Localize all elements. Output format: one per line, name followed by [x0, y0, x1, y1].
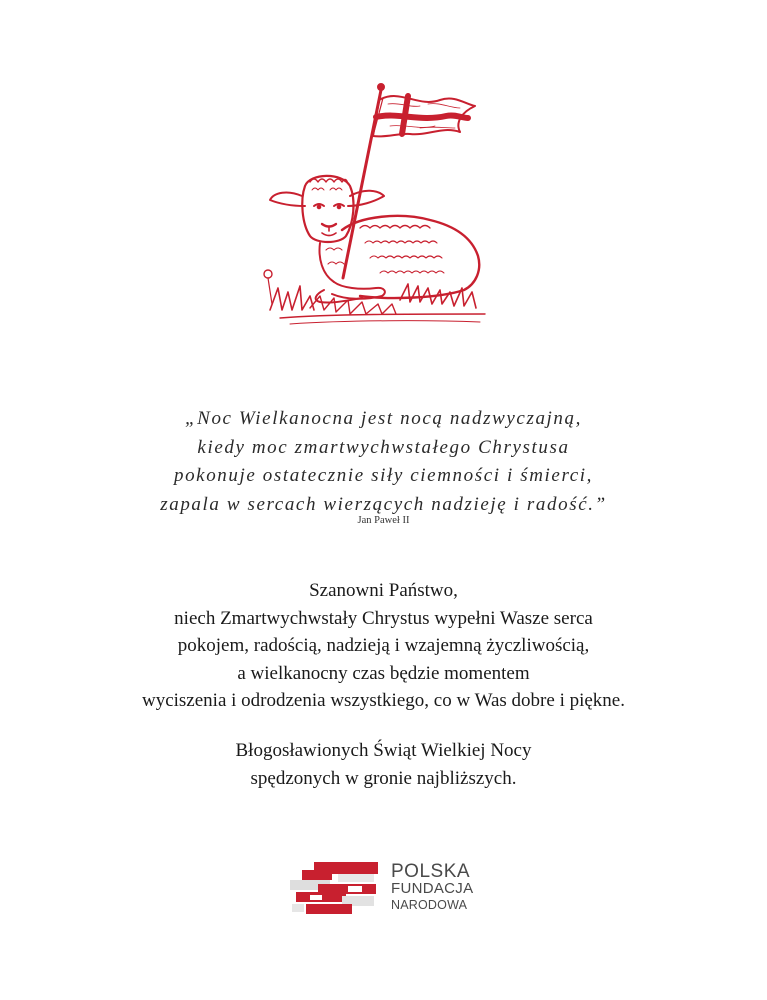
- easter-lamb-with-banner-icon: [250, 78, 510, 338]
- polish-flag-blocks-icon: [288, 860, 380, 916]
- quote-block: [0, 405, 767, 519]
- wishes-line: Błogosławionych Świąt Wielkiej Nocy: [235, 740, 532, 761]
- quote-line: „Noc Wielkanocna jest nocą nadzwyczajną,: [185, 408, 582, 429]
- wishes-line: spędzonych w gronie najbliższych.: [250, 767, 517, 789]
- greeting-line: niech Zmartwychwstały Chrystus wypełni Wasze serca: [174, 607, 593, 629]
- greeting-block: [0, 577, 767, 715]
- logo-line-narodowa: NARODOWA: [391, 898, 468, 912]
- quote-author: Jan Paweł II: [357, 515, 410, 526]
- greeting-line: wyciszenia i odrodzenia wszystkiego, co w Was dobre i piękne.: [141, 690, 625, 711]
- quote-line: pokonuje ostatecznie siły ciemności i śmierci,: [173, 465, 594, 486]
- greeting-line: pokojem, radością, nadzieją i wzajemną życzliwością,: [177, 635, 590, 656]
- logo-line-fundacja: FUNDACJA: [391, 880, 474, 897]
- greeting-line: a wielkanocny czas będzie momentem: [237, 662, 530, 684]
- quote-line: zapala w sercach wierzących nadzieję i radość.”: [160, 493, 607, 515]
- wishes-block: [0, 737, 767, 792]
- greeting-line: Szanowni Państwo,: [309, 580, 458, 601]
- logo-line-polska: POLSKA: [391, 861, 471, 882]
- quote-line: kiedy moc zmartwychwstałego Chrystusa: [197, 436, 570, 458]
- logo-text: [391, 862, 473, 913]
- polska-fundacja-narodowa-logo: [288, 860, 488, 916]
